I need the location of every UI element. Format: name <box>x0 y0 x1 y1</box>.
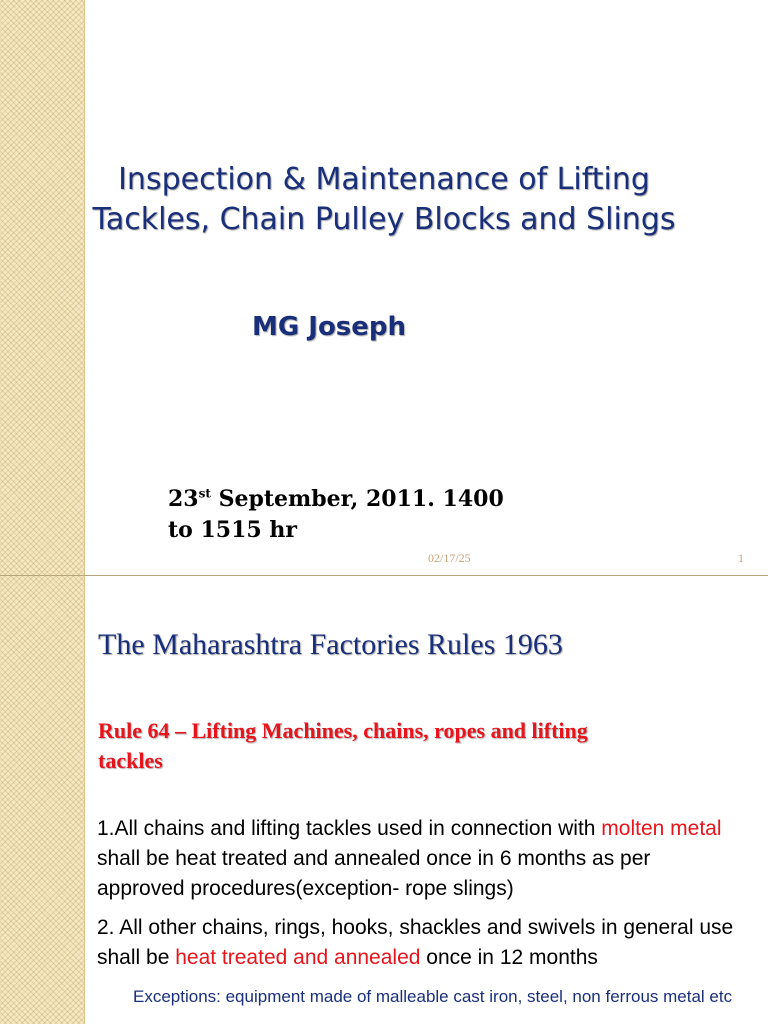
title-line-1: Inspection & Maintenance of Lifting <box>118 162 650 197</box>
point-1-text-a: 1.All chains and lifting tackles used in connection with <box>97 817 602 840</box>
date-rest: September, 2011. 1400 <box>210 486 504 512</box>
point-1 <box>97 814 737 904</box>
author-name: MG Joseph <box>252 312 407 342</box>
presentation-date <box>168 484 588 546</box>
time-range: to 1515 hr <box>168 517 297 543</box>
date-day: 23 <box>168 486 199 512</box>
title-line-2: Tackles, Chain Pulley Blocks and Slings <box>92 202 676 237</box>
date-suffix: st <box>198 486 211 501</box>
point-2-highlight: heat treated and annealed <box>175 946 421 969</box>
point-2-text-b: once in 12 months <box>420 946 598 969</box>
page-number: 1 <box>738 551 744 565</box>
decorative-side-strip <box>0 576 85 1024</box>
point-1-text-b: shall be heat treated and annealed once in 6 months as per approved procedures(exception- rope slings) <box>97 847 651 900</box>
footer-date: 02/17/25 <box>428 551 471 565</box>
rule-heading-line-2: tackles <box>98 748 163 773</box>
point-2 <box>97 913 737 973</box>
exceptions-note: Exceptions: equipment made of malleable cast iron, steel, non ferrous metal etc <box>133 987 733 1006</box>
rule-heading-line-1: Rule 64 – Lifting Machines, chains, ropes and lifting <box>98 718 588 743</box>
slide-title: The Maharashtra Factories Rules 1963 <box>98 628 563 661</box>
rule-heading <box>98 716 698 776</box>
point-2-text-a: 2. All other chains, rings, hooks, shackles and swivels in general use shall be <box>97 916 734 969</box>
point-1-highlight: molten metal <box>601 817 722 840</box>
decorative-side-strip <box>0 0 85 576</box>
slide-2 <box>0 576 768 1024</box>
slide-title <box>20 160 748 240</box>
